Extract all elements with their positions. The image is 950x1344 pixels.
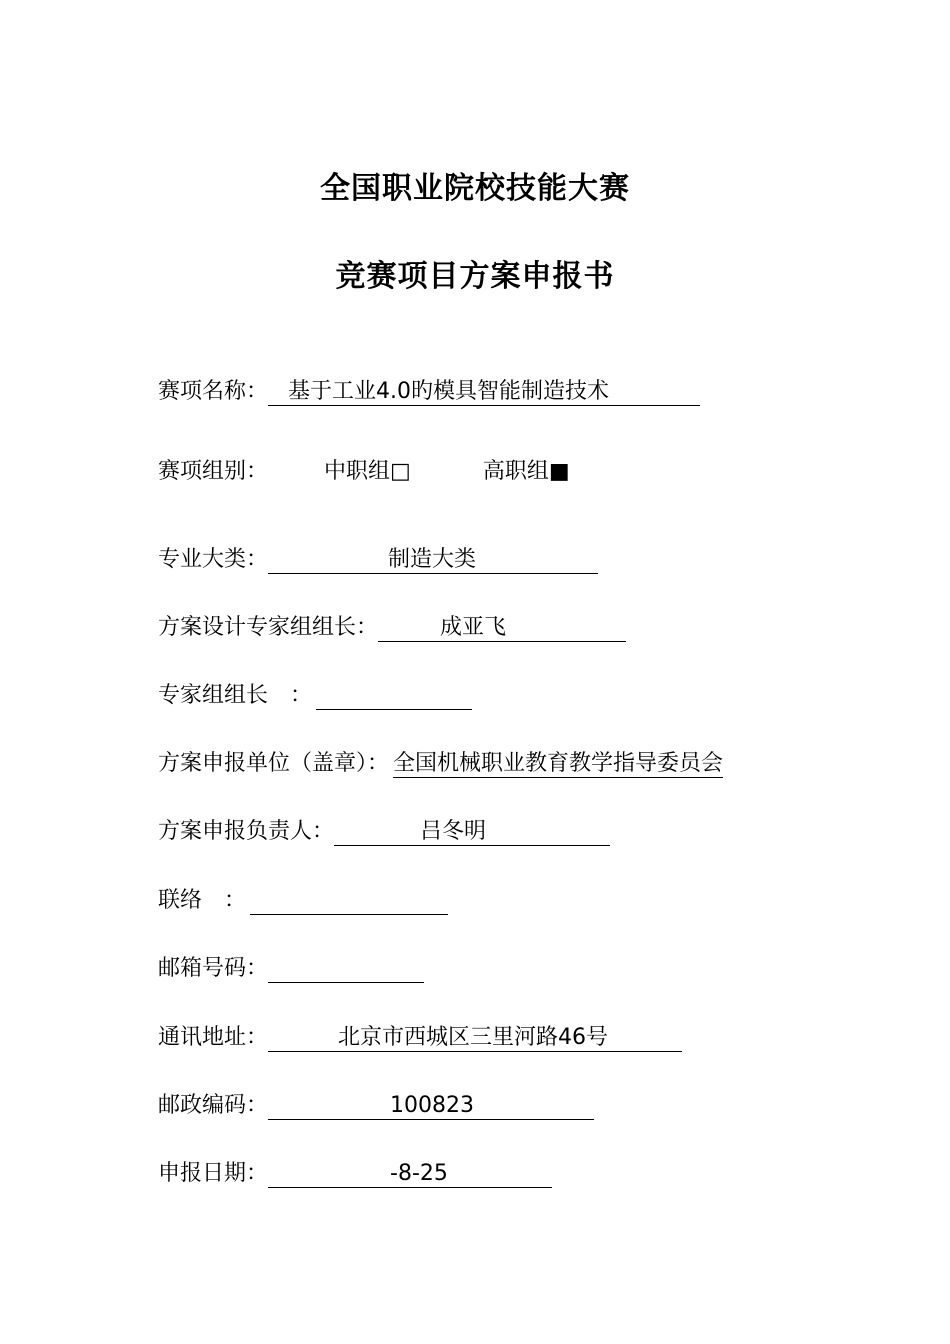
date-value: -8-25 xyxy=(390,1161,448,1186)
expert-leader-label: 专家组组长 ： xyxy=(158,683,313,708)
postcode-field xyxy=(268,1093,594,1120)
unit-value: 全国机械职业教育教学指导委员会 xyxy=(393,751,724,776)
design-leader-value: 成亚飞 xyxy=(440,615,507,640)
contact-label: 联络 ： xyxy=(158,888,247,913)
major-category-row xyxy=(158,545,598,575)
responsible-row xyxy=(158,817,610,847)
higher-vocational-option: 高职组■ xyxy=(482,459,570,484)
email-label: 邮箱号码： xyxy=(158,956,269,981)
event-group-label: 赛项组别： xyxy=(158,459,269,484)
major-category-field xyxy=(268,547,598,574)
address-field xyxy=(268,1025,682,1052)
expert-leader-row xyxy=(158,681,472,711)
event-name-row xyxy=(158,377,700,407)
expert-leader-field xyxy=(316,683,472,710)
email-field xyxy=(268,956,424,983)
major-category-value: 制造大类 xyxy=(388,547,477,572)
design-leader-label: 方案设计专家组组长： xyxy=(158,615,379,640)
unit-field xyxy=(393,751,723,778)
responsible-field xyxy=(334,819,610,846)
postcode-value: 100823 xyxy=(390,1093,474,1118)
postcode-row xyxy=(158,1091,594,1121)
postcode-label: 邮政编码： xyxy=(158,1093,269,1118)
major-category-label: 专业大类： xyxy=(158,547,269,572)
event-group-row xyxy=(158,457,570,487)
event-name-field xyxy=(268,379,700,406)
date-field xyxy=(268,1161,552,1188)
address-row xyxy=(158,1023,682,1053)
design-leader-row xyxy=(158,613,626,643)
date-row xyxy=(158,1159,552,1189)
contact-row xyxy=(158,886,448,916)
responsible-label: 方案申报负责人： xyxy=(158,819,335,844)
date-label: 申报日期： xyxy=(158,1161,269,1186)
event-name-label: 赛项名称： xyxy=(158,379,269,404)
event-name-value: 基于工业4.0旳模具智能制造技术 xyxy=(288,379,610,404)
address-value: 北京市西城区三里河路46号 xyxy=(338,1025,609,1050)
document-title-line2: 竞赛项目方案申报书 xyxy=(335,259,615,294)
responsible-value: 吕冬明 xyxy=(420,819,487,844)
email-row xyxy=(158,954,424,984)
unit-row xyxy=(158,749,723,779)
secondary-vocational-option: 中职组□ xyxy=(324,459,411,484)
document-title-line1: 全国职业院校技能大赛 xyxy=(320,171,630,206)
design-leader-field xyxy=(378,615,626,642)
address-label: 通讯地址： xyxy=(158,1025,269,1050)
unit-label: 方案申报单位（盖章）： xyxy=(158,751,390,776)
contact-field xyxy=(250,888,448,915)
